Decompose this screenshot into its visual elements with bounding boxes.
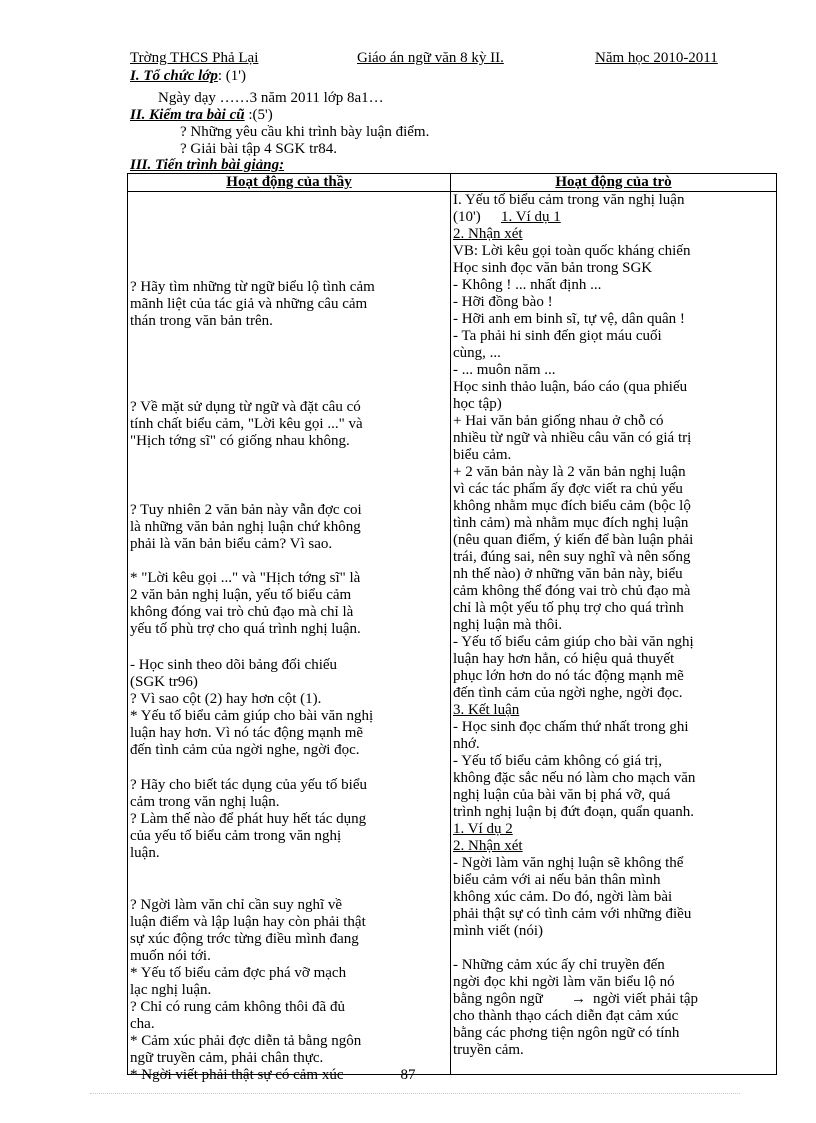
header-year: Năm học 2010-2011 bbox=[595, 50, 718, 66]
student-line: vì các tác phẩm ấy đợc viết ra chủ yếu bbox=[453, 481, 683, 497]
student-line: không nhằm mục đích biểu cảm (bộc lộ bbox=[453, 498, 691, 514]
teacher-line: ngữ truyền cảm, phải chân thực. bbox=[130, 1050, 324, 1066]
student-column-header: Hoạt động của trò bbox=[451, 174, 777, 192]
teacher-line: ? Ngời làm văn chỉ cần suy nghĩ về bbox=[130, 897, 343, 913]
teacher-line: tính chất biểu cảm, "Lời kêu gọi ..." và bbox=[130, 416, 363, 432]
student-line: - Ta phải hi sinh đến giọt máu cuối bbox=[453, 328, 662, 344]
section2-time: :(5') bbox=[244, 107, 273, 123]
student-line: (nêu quan điểm, ý kiến để bàn luận phải bbox=[453, 532, 694, 548]
teacher-line: ? Chỉ có rung cảm không thôi đã đủ bbox=[130, 999, 345, 1015]
section2-title: II. Kiểm tra bài cũ bbox=[130, 107, 245, 123]
teacher-line: yếu tố phù trợ cho quá trình nghị luận. bbox=[130, 621, 361, 637]
student-line: trái, đúng sai, nên suy nghĩ và nên sống bbox=[453, 549, 691, 565]
student-line: cùng, ... bbox=[453, 345, 501, 361]
teacher-line: cha. bbox=[130, 1016, 155, 1032]
student-line: nhớ. bbox=[453, 736, 480, 752]
student-line: - Những cảm xúc ấy chỉ truyền đến bbox=[453, 957, 665, 973]
student-line: 2. Nhận xét bbox=[453, 226, 523, 242]
teacher-line: cảm trong văn nghị luận. bbox=[130, 794, 280, 810]
teacher-line: - Học sinh theo dõi bảng đối chiếu bbox=[130, 657, 338, 673]
teacher-line: luận điểm và lập luận hay còn phải thật bbox=[130, 914, 366, 930]
student-line: tình cảm) mà nhằm mục đích nghị luận bbox=[453, 515, 689, 531]
student-line: - Yếu tố biểu cảm không có giá trị, bbox=[453, 753, 662, 769]
header-subject: Giáo án ngữ văn 8 kỳ II. bbox=[357, 50, 504, 66]
teacher-column-header: Hoạt động của thầy bbox=[128, 174, 451, 192]
student-line: chỉ là một yếu tố phụ trợ cho quá trình bbox=[453, 600, 684, 616]
student-line: (10') bbox=[453, 209, 481, 225]
right-arrow-icon: → bbox=[571, 991, 586, 1007]
student-line: - Ngời làm văn nghị luận sẽ không thể bbox=[453, 855, 684, 871]
section3-heading bbox=[130, 157, 284, 174]
teacher-line: * Ngời viết phải thật sự có cảm xúc bbox=[130, 1067, 344, 1083]
footer-divider bbox=[90, 1093, 740, 1094]
teacher-line: * Yếu tố biểu cảm đợc phá vỡ mạch bbox=[130, 965, 347, 981]
student-line: biểu cảm. bbox=[453, 447, 512, 463]
section1-time: : (1') bbox=[217, 68, 246, 84]
student-line: 1. Ví dụ 2 bbox=[453, 821, 513, 837]
student-line: nghị luận mà thôi. bbox=[453, 617, 563, 633]
teacher-line: ? Vì sao cột (2) hay hơn cột (1). bbox=[130, 691, 322, 707]
student-line: 1. Ví dụ 1 bbox=[501, 209, 561, 225]
review-question-1: ? Những yêu cầu khi trình bày luận điểm. bbox=[180, 124, 430, 140]
teacher-line: ? Làm thế nào để phát huy hết tác dụng bbox=[130, 811, 367, 827]
header-school: Trờng THCS Phả Lại bbox=[130, 50, 259, 66]
teacher-line: * Cảm xúc phải đợc diễn tả bằng ngôn bbox=[130, 1033, 362, 1049]
student-line: không đặc sắc nếu nó làm cho mạch văn bbox=[453, 770, 696, 786]
teacher-line: ? Hãy tìm những từ ngữ biểu lộ tình cảm bbox=[130, 279, 375, 295]
student-line: bằng các phơng tiện ngôn ngữ có tính bbox=[453, 1025, 680, 1041]
teacher-line: muốn nói tới. bbox=[130, 948, 211, 964]
student-line: 3. Kết luận bbox=[453, 702, 520, 718]
student-line: phục lớn hơn do nó tác động mạnh mẽ bbox=[453, 668, 684, 684]
section1-title: I. Tổ chức lớp bbox=[130, 68, 218, 84]
student-line: Học sinh đọc văn bản trong SGK bbox=[453, 260, 653, 276]
student-line: + Hai văn bản giống nhau ở chỗ có bbox=[453, 413, 664, 429]
teacher-line: sự xúc động trớc từng điều mình đang bbox=[130, 931, 359, 947]
section3-title: III. Tiến trình bài giảng: bbox=[130, 157, 285, 173]
teacher-line: luận hay hơn. Vì nó tác động mạnh mẽ bbox=[130, 725, 364, 741]
student-line: biểu cảm với ai nếu bản thân mình bbox=[453, 872, 661, 888]
review-question-2: ? Giải bài tập 4 SGK tr84. bbox=[180, 141, 338, 157]
student-line: + 2 văn bản này là 2 văn bản nghị luận bbox=[453, 464, 686, 480]
student-line: học tập) bbox=[453, 396, 502, 412]
student-line: bằng ngôn ngữ bbox=[453, 991, 543, 1007]
teacher-line: không đóng vai trò chủ đạo mà chỉ là bbox=[130, 604, 354, 620]
section1-heading bbox=[130, 68, 246, 85]
teacher-line: mãnh liệt của tác giả và những câu cảm bbox=[130, 296, 368, 312]
student-line: nhiều từ ngữ và nhiều câu văn có giá trị bbox=[453, 430, 692, 446]
teaching-date: Ngày dạy ……3 năm 2011 lớp 8a1… bbox=[158, 90, 384, 106]
student-line: ngời đọc khi ngời làm văn biểu lộ nó bbox=[453, 974, 675, 990]
student-line: - Hỡi đồng bào ! bbox=[453, 294, 553, 310]
teacher-activity-cell bbox=[128, 192, 451, 1083]
teacher-line: luận. bbox=[130, 845, 160, 861]
student-line: I. Yếu tố biểu cảm trong văn nghị luận bbox=[453, 192, 685, 208]
student-line: không xúc cảm. Do đó, ngời làm bài bbox=[453, 889, 673, 905]
student-line: mình viết (nói) bbox=[453, 923, 543, 939]
table-header-row bbox=[128, 174, 777, 192]
student-line: Học sinh thảo luận, báo cáo (qua phiếu bbox=[453, 379, 688, 395]
teacher-line: * Yếu tố biểu cảm giúp cho bài văn nghị bbox=[130, 708, 374, 724]
student-line: phải thật sự có tình cảm với những điều bbox=[453, 906, 692, 922]
student-line: ngời viết phải tập bbox=[593, 991, 698, 1007]
student-line: - Không ! ... nhất định ... bbox=[453, 277, 602, 293]
teacher-line: (SGK tr96) bbox=[130, 674, 198, 690]
teacher-line: thán trong văn bản trên. bbox=[130, 313, 273, 329]
student-line: 2. Nhận xét bbox=[453, 838, 523, 854]
student-line: nh thế nào) ở những văn bản này, biểu bbox=[453, 566, 683, 582]
teacher-line: ? Tuy nhiên 2 văn bản này vẫn đợc coi bbox=[130, 502, 362, 518]
student-line: nghị luận của bài văn bị phá vỡ, quá bbox=[453, 787, 671, 803]
student-line: luận hay hơn hẳn, có hiệu quả thuyết bbox=[453, 651, 675, 667]
lesson-table bbox=[127, 173, 777, 1083]
teacher-line: phải là văn bản biểu cảm? Vì sao. bbox=[130, 536, 333, 552]
student-line: - Yếu tố biểu cảm giúp cho bài văn nghị bbox=[453, 634, 694, 650]
teacher-line: ? Về mặt sử dụng từ ngữ và đặt câu có bbox=[130, 399, 361, 415]
table-body-row bbox=[128, 192, 777, 1075]
student-line: đến tình cảm của ngời nghe, ngời đọc. bbox=[453, 685, 683, 701]
teacher-line: của yếu tố biểu cảm trong văn nghị bbox=[130, 828, 342, 844]
student-line: - Học sinh đọc chấm thứ nhất trong ghi bbox=[453, 719, 689, 735]
student-line: - Hỡi anh em binh sĩ, tự vệ, dân quân ! bbox=[453, 311, 685, 327]
teacher-line: "Hịch tớng sĩ" có giống nhau không. bbox=[130, 433, 350, 449]
page-number: 87 bbox=[400, 1067, 416, 1083]
teacher-line: là những văn bản nghị luận chứ không bbox=[130, 519, 361, 535]
student-line: cảm không thể đóng vai trò chủ đạo mà bbox=[453, 583, 691, 599]
page-header bbox=[130, 50, 750, 68]
student-line: trình nghị luận bị đứt đoạn, quẩn quanh. bbox=[453, 804, 695, 820]
student-line: VB: Lời kêu gọi toàn quốc kháng chiến bbox=[453, 243, 691, 259]
section2-heading bbox=[130, 107, 273, 124]
teacher-line: 2 văn bản nghị luận, yếu tố biểu cảm bbox=[130, 587, 352, 603]
student-line: cho thành thạo cách diễn đạt cảm xúc bbox=[453, 1008, 679, 1024]
teacher-line: lạc nghị luận. bbox=[130, 982, 212, 998]
student-line: truyền cảm. bbox=[453, 1042, 524, 1058]
student-activity-cell bbox=[451, 192, 777, 1075]
student-line: - ... muôn năm ... bbox=[453, 362, 556, 378]
teacher-line: ? Hãy cho biết tác dụng của yếu tố biểu bbox=[130, 777, 367, 793]
teacher-line: * "Lời kêu gọi ..." và "Hịch tớng sĩ" là bbox=[130, 570, 361, 586]
teacher-line: đến tình cảm của ngời nghe, ngời đọc. bbox=[130, 742, 360, 758]
